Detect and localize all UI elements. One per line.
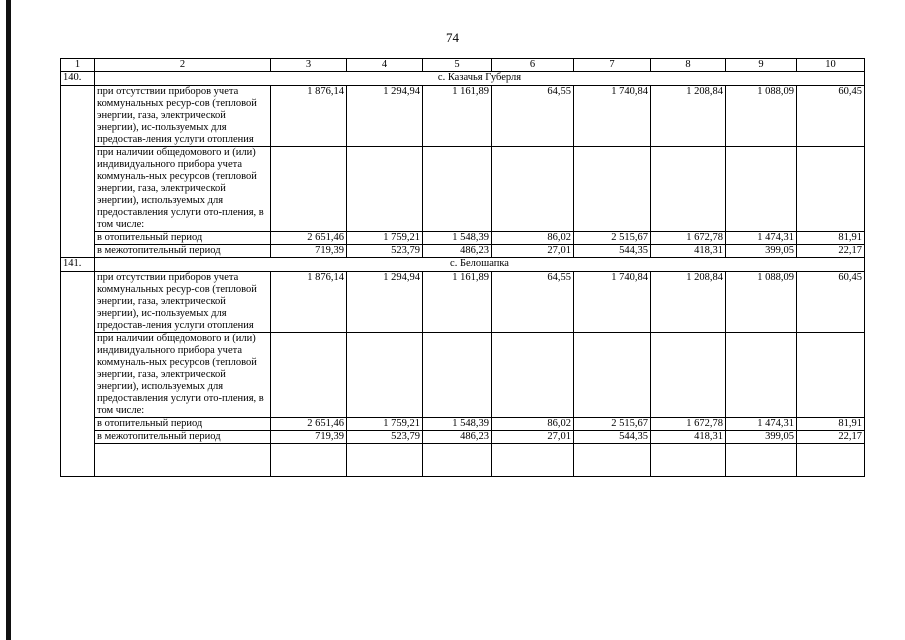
empty-cell: [797, 147, 865, 232]
page-number: 74: [446, 30, 459, 45]
value-cell: 81,91: [797, 232, 865, 245]
value-cell: 1 474,31: [726, 418, 797, 431]
row-description: при наличии общедомового и (или) индивидуального прибора учета коммуналь-ных ресурсов (тепловой энергии, газа, электрической энергии), используемых для предоставления услуги ото-пления, в том числе:: [95, 147, 271, 232]
table-row: [61, 245, 865, 258]
value-cell: 1 740,84: [574, 86, 651, 147]
value-cell: 1 759,21: [347, 418, 423, 431]
page-edge-bar: [6, 0, 11, 640]
empty-cell: [271, 147, 347, 232]
header-cell: 3: [271, 59, 347, 72]
empty-cell: [726, 333, 797, 418]
value-cell: 27,01: [492, 245, 574, 258]
value-cell: 86,02: [492, 232, 574, 245]
empty-cell: [423, 333, 492, 418]
header-row: [61, 59, 865, 72]
empty-cell: [726, 444, 797, 477]
value-cell: 399,05: [726, 431, 797, 444]
table-row: [61, 431, 865, 444]
value-cell: 64,55: [492, 272, 574, 333]
row-description: при наличии общедомового и (или) индивидуального прибора учета коммуналь-ных ресурсов (тепловой энергии, газа, электрической энергии), используемых для предоставления услуги ото-пления, в том числе:: [95, 333, 271, 418]
section-place: с. Белошапка: [95, 258, 865, 272]
value-cell: 1 161,89: [423, 86, 492, 147]
empty-cell: [347, 147, 423, 232]
value-cell: 22,17: [797, 245, 865, 258]
empty-cell: [271, 333, 347, 418]
section-place: с. Казачья Губерля: [95, 72, 865, 86]
header-cell: 8: [651, 59, 726, 72]
value-cell: 86,02: [492, 418, 574, 431]
value-cell: 81,91: [797, 418, 865, 431]
row-description: в отопительный период: [95, 418, 271, 431]
value-cell: 523,79: [347, 245, 423, 258]
empty-cell: [423, 444, 492, 477]
section-row: [61, 72, 865, 86]
value-cell: 544,35: [574, 245, 651, 258]
header-cell: 9: [726, 59, 797, 72]
value-cell: 418,31: [651, 431, 726, 444]
value-cell: 60,45: [797, 86, 865, 147]
value-cell: 1 088,09: [726, 272, 797, 333]
section-number: 141.: [61, 258, 95, 272]
value-cell: 1 294,94: [347, 86, 423, 147]
value-cell: 2 651,46: [271, 418, 347, 431]
value-cell: 1 548,39: [423, 232, 492, 245]
value-cell: 1 208,84: [651, 272, 726, 333]
value-cell: 27,01: [492, 431, 574, 444]
value-cell: 719,39: [271, 431, 347, 444]
table-row: [61, 86, 865, 147]
value-cell: 2 515,67: [574, 232, 651, 245]
value-cell: 523,79: [347, 431, 423, 444]
header-cell: 5: [423, 59, 492, 72]
value-cell: 486,23: [423, 245, 492, 258]
value-cell: 1 740,84: [574, 272, 651, 333]
section-number: 140.: [61, 72, 95, 86]
header-cell: 4: [347, 59, 423, 72]
value-cell: 1 474,31: [726, 232, 797, 245]
empty-cell: [574, 147, 651, 232]
value-cell: 399,05: [726, 245, 797, 258]
table-row: [61, 147, 865, 232]
empty-cell: [651, 444, 726, 477]
row-description: в межотопительный период: [95, 431, 271, 444]
row-description: при отсутствии приборов учета коммунальных ресур-сов (тепловой энергии, газа, электрической энергии), ис-пользуемых для предостав-ления услуги отопления: [95, 86, 271, 147]
value-cell: 1 672,78: [651, 418, 726, 431]
row-description: в отопительный период: [95, 232, 271, 245]
row-description: при отсутствии приборов учета коммунальных ресур-сов (тепловой энергии, газа, электрической энергии), ис-пользуемых для предостав-ления услуги отопления: [95, 272, 271, 333]
empty-cell: [726, 147, 797, 232]
empty-cell: [271, 444, 347, 477]
table-row: [61, 232, 865, 245]
table-row-blank: [61, 444, 865, 477]
empty-cell: [492, 444, 574, 477]
value-cell: 486,23: [423, 431, 492, 444]
empty-cell: [651, 333, 726, 418]
value-cell: 1 088,09: [726, 86, 797, 147]
empty-cell: [574, 444, 651, 477]
empty-cell: [797, 333, 865, 418]
empty-cell: [423, 147, 492, 232]
header-cell: 7: [574, 59, 651, 72]
section-number-spacer: [61, 272, 95, 477]
empty-cell: [347, 444, 423, 477]
header-cell: 1: [61, 59, 95, 72]
header-cell: 2: [95, 59, 271, 72]
tariff-table: [60, 58, 865, 477]
value-cell: 1 672,78: [651, 232, 726, 245]
value-cell: 1 876,14: [271, 86, 347, 147]
value-cell: 64,55: [492, 86, 574, 147]
value-cell: 1 294,94: [347, 272, 423, 333]
empty-cell: [492, 147, 574, 232]
value-cell: 544,35: [574, 431, 651, 444]
value-cell: 1 876,14: [271, 272, 347, 333]
header-cell: 6: [492, 59, 574, 72]
section-row: [61, 258, 865, 272]
value-cell: 1 759,21: [347, 232, 423, 245]
header-cell: 10: [797, 59, 865, 72]
empty-cell: [797, 444, 865, 477]
empty-cell: [492, 333, 574, 418]
value-cell: 2 515,67: [574, 418, 651, 431]
row-description: в межотопительный период: [95, 245, 271, 258]
value-cell: 2 651,46: [271, 232, 347, 245]
section-number-spacer: [61, 86, 95, 258]
value-cell: 418,31: [651, 245, 726, 258]
value-cell: 719,39: [271, 245, 347, 258]
value-cell: 1 548,39: [423, 418, 492, 431]
value-cell: 1 208,84: [651, 86, 726, 147]
table-row: [61, 333, 865, 418]
empty-cell: [574, 333, 651, 418]
value-cell: 60,45: [797, 272, 865, 333]
empty-cell: [347, 333, 423, 418]
table-row: [61, 418, 865, 431]
empty-cell: [95, 444, 271, 477]
value-cell: 22,17: [797, 431, 865, 444]
value-cell: 1 161,89: [423, 272, 492, 333]
empty-cell: [651, 147, 726, 232]
table-row: [61, 272, 865, 333]
